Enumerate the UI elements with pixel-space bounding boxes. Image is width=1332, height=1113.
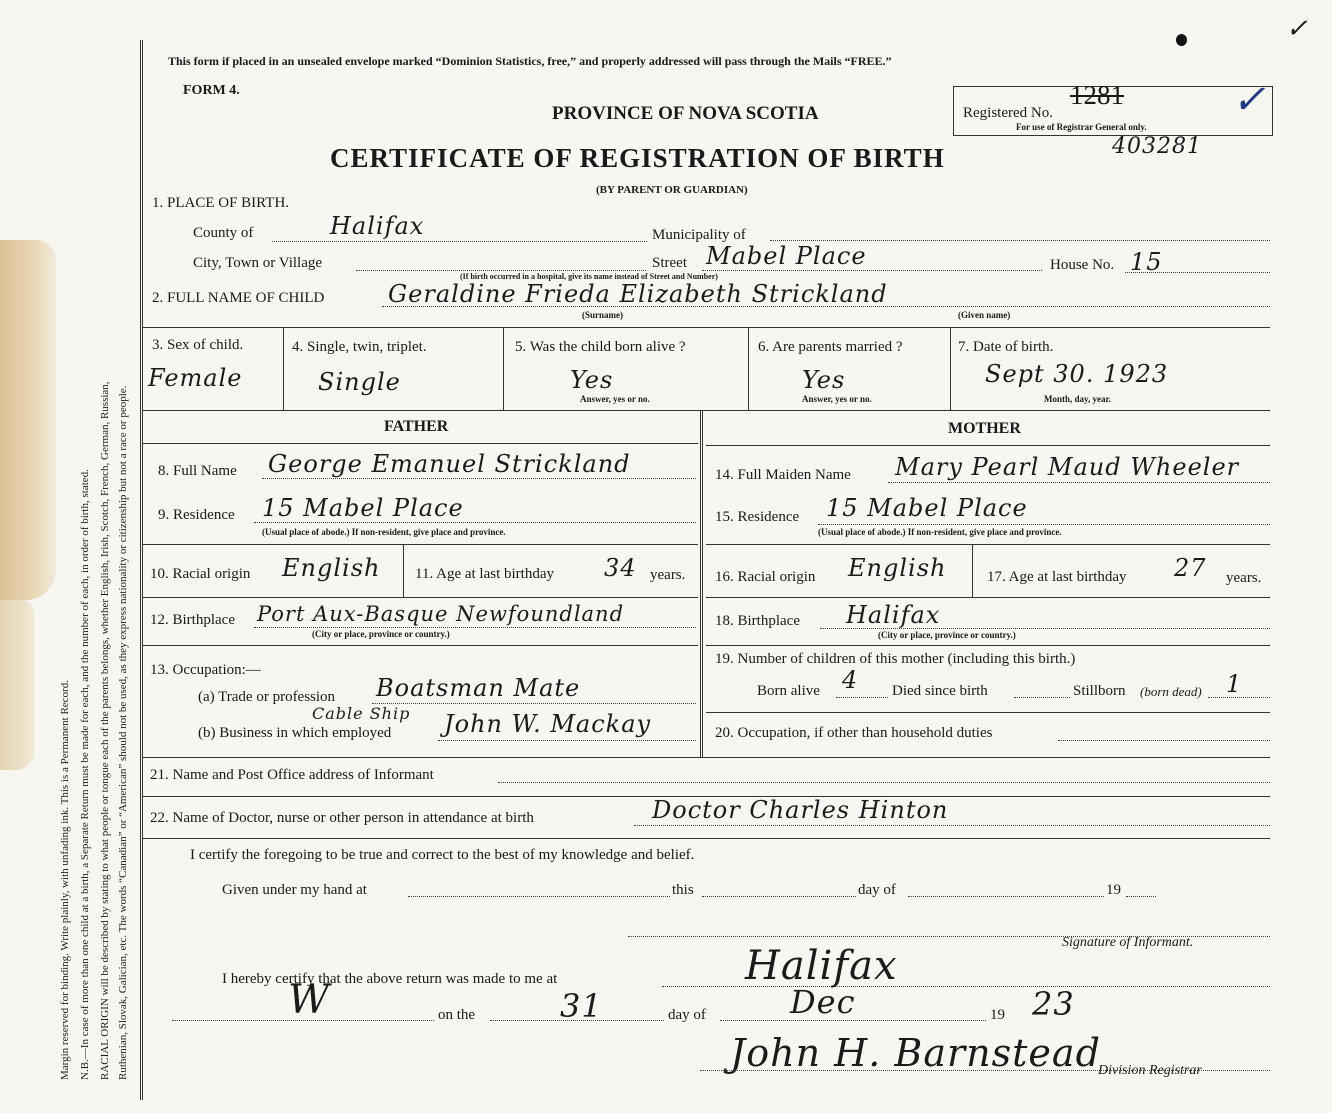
day-of-label: day of [858,882,896,898]
dob-label: 7. Date of birth. [958,339,1054,355]
mother-years: years. [1226,570,1262,586]
mother-res-label: 15. Residence [715,509,800,525]
mother-birthplace-value: Halifax [846,601,941,629]
doctor-value: Doctor Charles Hinton [652,796,949,824]
year-prefix-label-2: 19 [990,1007,1005,1023]
father-race-label: 10. Racial origin [150,566,251,582]
dob-value: Sept 30. 1923 [985,360,1169,388]
occupation-label: 13. Occupation:— [150,662,261,678]
born-alive-value: 4 [842,666,859,694]
blue-check-mark: ✓ [1232,77,1267,123]
died-since-birth-label: Died since birth [892,683,988,699]
page-subtitle: (BY PARENT OR GUARDIAN) [596,184,748,196]
place-label: 1. PLACE OF BIRTH. [152,195,290,211]
mother-race-label: 16. Racial origin [715,569,816,585]
father-birthplace-label: 12. Birthplace [150,612,235,628]
business-extra: Cable Ship [312,704,411,723]
ink-dot [1176,34,1187,46]
father-years: years. [650,567,686,583]
doctor-label: 22. Name of Doctor, nurse or other person in attendance at birth [150,810,534,826]
married-label: 6. Are parents married ? [758,339,903,355]
registrar-note: For use of Registrar General only. [1016,122,1147,132]
married-value: Yes [802,366,846,394]
return-place-value: Halifax [745,943,898,989]
on-the-label: on the [438,1007,476,1023]
stillborn-value: 1 [1226,670,1243,698]
alive-value: Yes [570,366,614,394]
stillborn-note: (born dead) [1140,684,1202,699]
mother-res-value: 15 Mabel Place [826,494,1028,522]
married-caption: Answer, yes or no. [802,394,872,404]
given-under-hand-label: Given under my hand at [222,882,367,898]
year-prefix-label: 19 [1106,882,1121,898]
return-month-value: Dec [790,983,856,1021]
alive-label: 5. Was the child born alive ? [515,339,686,355]
mother-birthplace-caption: (City or place, province or country.) [878,630,1016,640]
plurality-label: 4. Single, twin, triplet. [292,339,427,355]
division-registrar-label: Division Registrar [1098,1063,1202,1078]
mother-occupation-label: 20. Occupation, if other than household duties [715,725,993,741]
plurality-value: Single [318,368,401,396]
mother-name-label: 14. Full Maiden Name [715,467,851,483]
trade-value: Boatsman Mate [376,674,581,702]
mother-age-value: 27 [1174,554,1207,582]
father-res-value: 15 Mabel Place [262,494,464,522]
surname-caption: (Surname) [582,310,623,320]
father-birthplace-value: Port Aux-Basque Newfoundland [257,602,625,626]
father-name-value: George Emanuel Strickland [268,450,631,478]
side-note-nb: N.B.—In case of more than one child at a birth, a Separate Return must be made for each, and the number of each, in order of birth, stated. [79,469,91,1080]
day-of-label-2: day of [668,1007,706,1023]
handwritten-number: 403281 [1112,134,1202,159]
street-value: Mabel Place [706,242,867,270]
form-number: FORM 4. [183,83,240,98]
father-res-caption: (Usual place of abode.) If non-resident, give place and province. [262,527,506,537]
margin-rule [140,40,143,1100]
return-day-value: 31 [560,987,603,1025]
certify-statement: I certify the foregoing to be true and correct to the best of my knowledge and belief. [190,847,695,863]
return-made-label: I hereby certify that the above return was made to me at [222,971,558,987]
child-name-value: Geraldine Frieda Elizabeth Strickland [388,280,888,308]
children-count-label: 19. Number of children of this mother (including this birth.) [715,651,1076,667]
father-race-value: English [282,554,381,582]
initials-value: W [288,977,331,1023]
alive-caption: Answer, yes or no. [580,394,650,404]
mother-race-value: English [848,554,947,582]
house-value: 15 [1130,248,1163,276]
paper-stain-lower [0,600,34,770]
paper-stain [0,240,56,600]
registered-value: 1281 [1070,80,1124,110]
side-note-racial-1: RACIAL ORIGIN will be described by stating to what people or tongue each of the parents belongs, whether English, Irish, Scotch, French, German, Russian, [99,381,111,1080]
father-age-label: 11. Age at last birthday [415,566,554,582]
mother-age-label: 17. Age at last birthday [987,569,1127,585]
mother-birthplace-label: 18. Birthplace [715,613,800,629]
dob-caption: Month, day, year. [1044,394,1111,404]
given-caption: (Given name) [958,310,1011,320]
mail-notice: This form if placed in an unsealed envelope marked “Dominion Statistics, free,” and properly addressed will pass through the Mails “FREE.” [168,54,892,68]
county-label: County of [193,225,254,241]
municipality-label: Municipality of [652,227,746,243]
father-name-label: 8. Full Name [158,463,237,479]
father-res-label: 9. Residence [158,507,235,523]
sex-label: 3. Sex of child. [152,337,244,353]
child-name-label: 2. FULL NAME OF CHILD [152,290,325,306]
sex-value: Female [148,364,243,392]
mother-name-value: Mary Pearl Maud Wheeler [895,453,1240,481]
signature-informant-label: Signature of Informant. [1062,935,1194,950]
city-label: City, Town or Village [193,255,323,271]
return-year-value: 23 [1032,985,1075,1023]
father-heading: FATHER [384,418,449,435]
business-value: John W. Mackay [444,710,652,738]
registered-label: Registered No. [963,105,1053,121]
county-value: Halifax [330,212,425,240]
stillborn-label: Stillborn [1073,683,1126,699]
street-label: Street [652,255,687,271]
hospital-note: (If birth occurred in a hospital, give its name instead of Street and Number) [460,272,718,281]
side-note-racial-2: Ruthenian, Slovak, Galician, etc. The words “Canadian” or “American” should not be used, as they express nationality or citizenship but not a race or people. [117,385,129,1080]
trade-label: (a) Trade or profession [198,689,336,705]
ink-check-mark: ✓ [1286,14,1309,44]
informant-label: 21. Name and Post Office address of Informant [150,767,434,783]
father-age-value: 34 [604,554,637,582]
mother-res-caption: (Usual place of abode.) If non-resident, give place and province. [818,527,1062,537]
page-title: CERTIFICATE OF REGISTRATION OF BIRTH [330,143,945,173]
born-alive-label: Born alive [757,683,820,699]
business-label: (b) Business in which employed [198,725,392,741]
father-birthplace-caption: (City or place, province or country.) [312,629,450,639]
province-heading: PROVINCE OF NOVA SCOTIA [552,103,819,124]
house-label: House No. [1050,257,1115,273]
this-label: this [672,882,694,898]
registrar-signature: John H. Barnstead [730,1031,1101,1075]
mother-heading: MOTHER [948,420,1021,437]
side-note-margin: Margin reserved for binding. Write plainly, with unfading ink. This is a Permanent Record. [59,680,71,1080]
